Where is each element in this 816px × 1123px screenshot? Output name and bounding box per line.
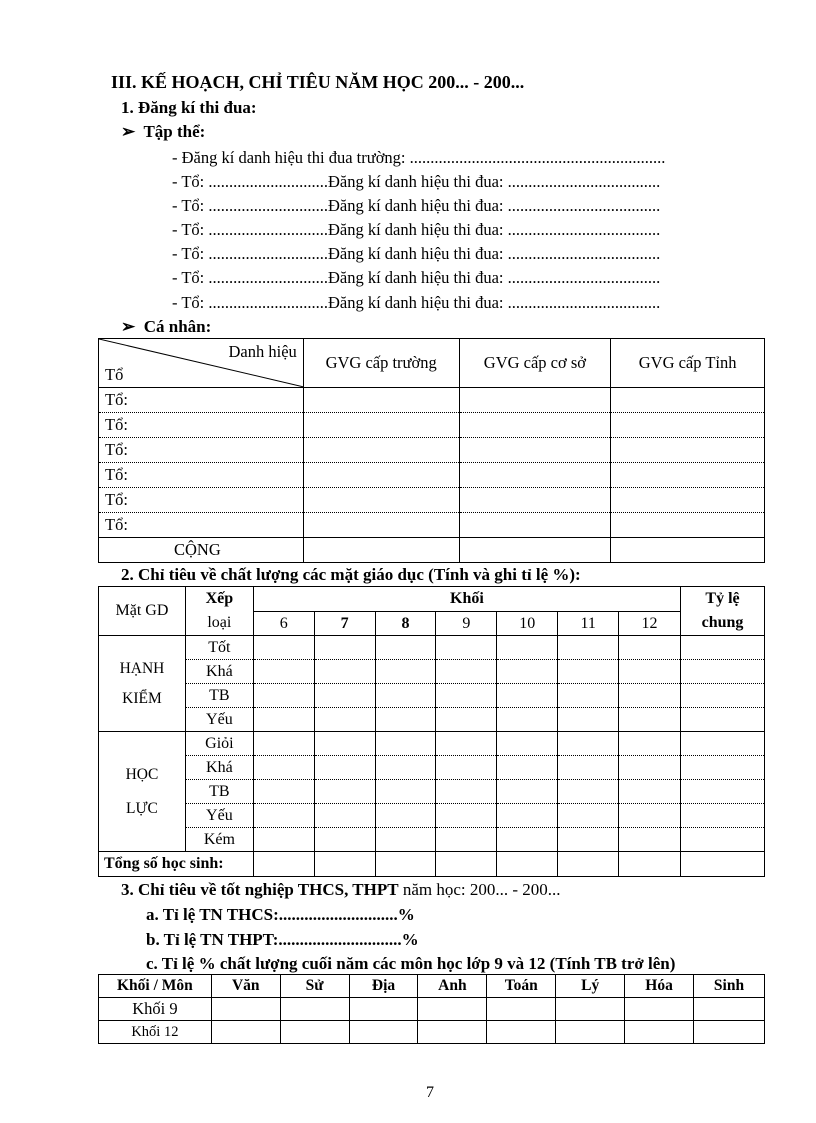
col-header: GVG cấp cơ sở [459,339,611,388]
subject-quality-line: c. Tỉ lệ % chất lượng cuối năm các môn học lớp 9 và 12 (Tính TB trở lên) [146,954,676,973]
arrow-bullet-icon: ➢ [121,317,136,336]
cell [611,388,765,413]
row-label: Tổ: [99,438,304,463]
cell [459,438,611,463]
to-register-line: - Tổ: .............................Đăng kí danh hiệu thi đua: ..................................... [172,220,661,239]
sec1-title: 1. Đăng kí thi đua: [121,98,257,117]
level-label: Yếu [185,708,253,732]
level-label: Khá [185,756,253,780]
school-register-line: - Đăng kí danh hiệu thi đua trường: .............................................................. [172,148,666,167]
tn-thpt-line: b. Tỉ lệ TN THPT:.............................% [146,930,419,949]
level-label: Kém [185,828,253,852]
chung-header: chung [681,612,765,636]
cell [459,388,611,413]
level-label: Giỏi [185,732,253,756]
row-label: Tổ: [99,513,304,538]
grade-header: 10 [497,612,558,636]
grade-header: 11 [558,612,619,636]
hoc-luc-label [99,732,186,852]
to-register-line: - Tổ: .............................Đăng kí danh hiệu thi đua: ..................................... [172,244,661,263]
to-register-line: - Tổ: .............................Đăng kí danh hiệu thi đua: ..................................... [172,293,661,312]
cell [459,538,611,563]
sec3-title-c: năm học: 200... - 200... [398,880,561,899]
personal-award-table [98,338,765,563]
total-label: CỘNG [99,538,304,563]
luc-text: LỰC [126,799,158,817]
subject-quality-table [98,974,765,1044]
cell [303,513,459,538]
to-register-line: - Tổ: .............................Đăng kí danh hiệu thi đua: ..................................... [172,172,661,191]
grade-header: 9 [436,612,497,636]
page-number: 7 [426,1084,434,1101]
col-header: GVG cấp Tỉnh [611,339,765,388]
kiem-text: KIỂM [122,689,162,707]
to-register-line: - Tổ: .............................Đăng kí danh hiệu thi đua: ..................................... [172,268,661,287]
cell [611,463,765,488]
section-heading: III. KẾ HOẠCH, CHỈ TIÊU NĂM HỌC 200... - 200... [111,72,525,92]
col-header: Sử [280,975,349,998]
col-header: GVG cấp trường [303,339,459,388]
tapthe-text: Tập thể: [143,122,206,141]
cell [303,413,459,438]
arrow-bullet-icon: ➢ [121,122,136,141]
tn-thcs-line: a. Tỉ lệ TN THCS:............................% [146,905,415,924]
cell [303,463,459,488]
sec2-title: 2. Chỉ tiêu về chất lượng các mặt giáo dục (Tính và ghi tỉ lệ %): [121,565,581,584]
cell [459,488,611,513]
canhan-label [121,317,211,337]
hanh-text: HẠNH [119,659,165,677]
tyle-header: Tỷ lệ [681,587,765,612]
cell [611,413,765,438]
row-label: Tổ: [99,413,304,438]
row-label: Khối 9 [99,998,212,1021]
cell [611,513,765,538]
cell [459,413,611,438]
diag-top-label: Danh hiệu [228,342,297,361]
cell [611,538,765,563]
diagonal-header-cell [99,339,304,388]
row-label: Tổ: [99,388,304,413]
col-header: Toán [487,975,556,998]
khoi-header: Khối [253,587,680,612]
canhan-text: Cá nhân: [143,317,212,336]
loai-header: loại [185,612,253,636]
sec3-title [121,880,561,900]
level-label: TB [185,684,253,708]
level-label: Tốt [185,636,253,660]
sec3-title-b: THCS, THPT [297,880,399,899]
hoc-text: HỌC [125,765,159,783]
cell [611,488,765,513]
grade-header: 8 [375,612,436,636]
cell [303,488,459,513]
level-label: Yếu [185,804,253,828]
grade-header: 6 [253,612,314,636]
row-label: Tổ: [99,488,304,513]
cell [459,513,611,538]
col-header: Lý [556,975,625,998]
col-header: Văn [211,975,280,998]
sec3-title-a: 3. Chỉ tiêu về tốt nghiệp [121,880,298,899]
education-quality-table [98,586,765,877]
hanh-kiem-label [99,636,186,732]
row-label: Tổ: [99,463,304,488]
cell [459,463,611,488]
to-register-line: - Tổ: .............................Đăng kí danh hiệu thi đua: ..................................... [172,196,661,215]
level-label: Khá [185,660,253,684]
col-header: Khối / Môn [99,975,212,998]
tapthe-label [121,122,205,142]
diag-bottom-label: Tổ [105,365,124,384]
grade-header: 7 [314,612,375,636]
col-header: Anh [418,975,487,998]
cell [611,438,765,463]
col-header: Sinh [694,975,765,998]
mat-gd-header: Mặt GD [99,587,186,636]
cell [303,438,459,463]
total-students-label: Tổng số học sinh: [99,852,254,877]
xep-header: Xếp [185,587,253,612]
row-label: Khối 12 [99,1021,212,1044]
level-label: TB [185,780,253,804]
cell [303,388,459,413]
grade-header: 12 [619,612,681,636]
col-header: Địa [349,975,418,998]
cell [303,538,459,563]
col-header: Hóa [625,975,694,998]
